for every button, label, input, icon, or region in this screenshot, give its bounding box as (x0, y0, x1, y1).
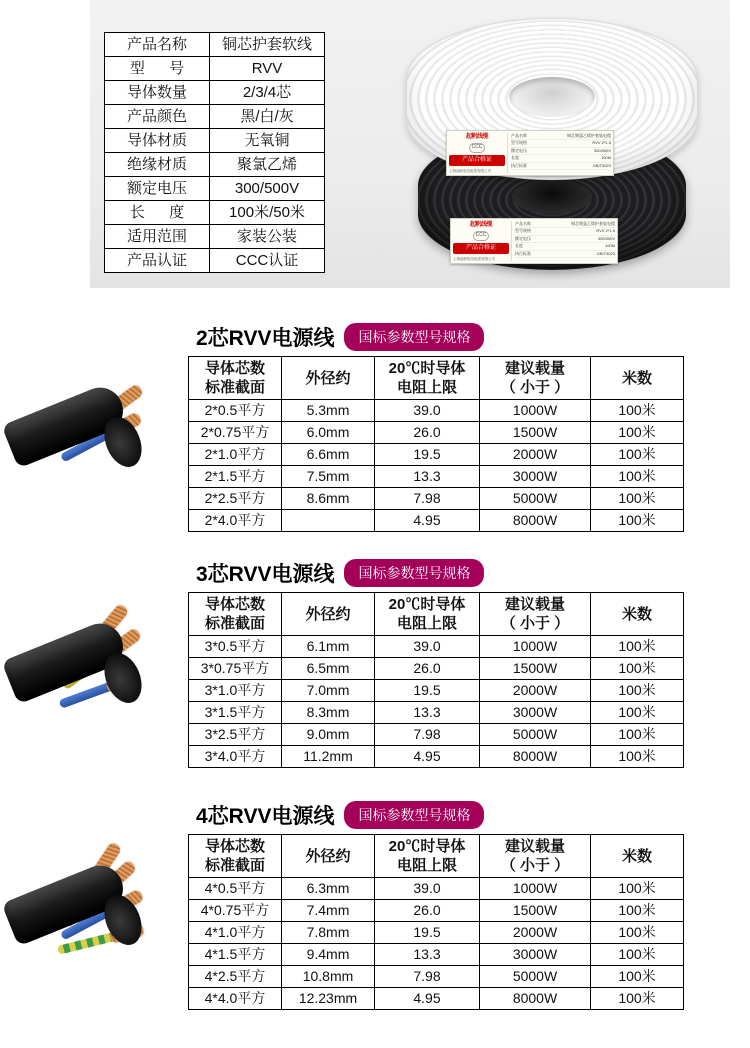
coil-label-row (511, 163, 611, 170)
section-badge: 国标参数型号规格 (344, 801, 484, 829)
table-cell: 3*2.5平方 (189, 724, 282, 746)
table-row (189, 988, 684, 1010)
table-cell: 39.0 (375, 400, 480, 422)
table-cell: 100米 (591, 724, 684, 746)
table-row (189, 900, 684, 922)
table-row (189, 702, 684, 724)
table-cell: 3*1.0平方 (189, 680, 282, 702)
table-cell: 8000W (480, 988, 591, 1010)
column-header: 米数 (591, 835, 684, 878)
coil-label-key: 产品名称 (515, 221, 531, 226)
coil-label-key: 长度 (511, 155, 519, 161)
table-row (189, 746, 684, 768)
coil-label-row (515, 236, 615, 243)
coil-label-row (511, 140, 611, 147)
spec-table-3-core (188, 592, 684, 768)
table-cell: 19.5 (375, 922, 480, 944)
coil-label-brand-block (449, 133, 505, 166)
table-cell: 12.23mm (282, 988, 375, 1010)
column-header: 外径约 (282, 593, 375, 636)
white-coil-center-hole (509, 77, 595, 117)
table-cell: 100米 (591, 510, 684, 532)
column-header: 建议载量 （ 小于 ） (480, 357, 591, 400)
table-cell: 100米 (591, 878, 684, 900)
table-cell: 4*0.75平方 (189, 900, 282, 922)
spec-row (105, 81, 325, 105)
table-cell: 3*4.0平方 (189, 746, 282, 768)
spec-row (105, 201, 325, 225)
table-cell: 100米 (591, 422, 684, 444)
table-cell: 19.5 (375, 680, 480, 702)
table-cell: 7.4mm (282, 900, 375, 922)
table-cell: 1500W (480, 658, 591, 680)
table-cell: 5000W (480, 724, 591, 746)
table-cell: 3000W (480, 466, 591, 488)
table-cell (282, 510, 375, 532)
coil-label-key: 长度 (515, 243, 523, 249)
spec-label: 额定电压 (105, 177, 210, 201)
hero-background-left-white (0, 0, 90, 288)
table-cell: 26.0 (375, 900, 480, 922)
table-cell: 9.0mm (282, 724, 375, 746)
coil-label-row (515, 228, 615, 235)
table-row (189, 944, 684, 966)
table-cell: 6.3mm (282, 878, 375, 900)
table-cell: 7.98 (375, 488, 480, 510)
table-cell: 2*4.0平方 (189, 510, 282, 532)
coil-label-row (515, 251, 615, 258)
brand-name: 起帆线缆 (465, 134, 488, 140)
spec-value: 2/3/4芯 (210, 81, 325, 105)
section-title: 3芯RVV电源线 (196, 563, 335, 586)
table-row (189, 422, 684, 444)
table-cell: 8.3mm (282, 702, 375, 724)
coil-label-key: 执行标准 (511, 162, 527, 168)
table-cell: 2*1.5平方 (189, 466, 282, 488)
table-row (189, 966, 684, 988)
spec-label: 型 号 (105, 57, 210, 81)
table-cell: 5000W (480, 966, 591, 988)
spec-row (105, 225, 325, 249)
table-cell: 1000W (480, 878, 591, 900)
table-cell: 4*1.0平方 (189, 922, 282, 944)
hero-background-right-white (730, 0, 750, 288)
table-cell: 4.95 (375, 746, 480, 768)
table-cell: 11.2mm (282, 746, 375, 768)
column-header: 建议载量 （ 小于 ） (480, 593, 591, 636)
column-header: 20℃时导体 电阻上限 (375, 835, 480, 878)
table-cell: 100米 (591, 636, 684, 658)
table-cell: 7.5mm (282, 466, 375, 488)
company-name-upper: 上海起帆电线电缆有限公司 (449, 168, 491, 173)
black-coil-center-hole (512, 180, 592, 214)
table-cell: 3000W (480, 944, 591, 966)
coil-label-value: 铜芯聚氯乙烯护套软电缆 (567, 133, 611, 138)
table-cell: 100米 (591, 746, 684, 768)
spec-value: 黑/白/灰 (210, 105, 325, 129)
coil-label-key: 额定电压 (515, 235, 531, 241)
table-cell: 6.5mm (282, 658, 375, 680)
cable-illustration-2-core (10, 376, 190, 506)
product-hero-section (0, 0, 750, 300)
table-cell: 7.98 (375, 966, 480, 988)
table-cell: 26.0 (375, 658, 480, 680)
table-cell: 4*2.5平方 (189, 966, 282, 988)
spec-label: 绝缘材质 (105, 153, 210, 177)
table-cell: 1500W (480, 422, 591, 444)
coil-label-row (511, 155, 611, 162)
coil-label-key: 型号规格 (515, 228, 531, 234)
table-cell: 13.3 (375, 702, 480, 724)
coil-label-value: RVV 2*1.5 (592, 140, 611, 146)
coil-label-upper (446, 130, 614, 176)
spec-value: 100米/50米 (210, 201, 325, 225)
table-cell: 39.0 (375, 878, 480, 900)
column-header: 建议载量 （ 小于 ） (480, 835, 591, 878)
coil-label-row (511, 148, 611, 155)
section-badge: 国标参数型号规格 (344, 323, 484, 351)
coil-label-value: GB/T5023 (596, 250, 615, 256)
table-cell: 2000W (480, 922, 591, 944)
pass-certificate: 产品合格证 (449, 155, 505, 166)
table-cell: 100米 (591, 466, 684, 488)
table-cell: 2000W (480, 444, 591, 466)
spec-label: 产品颜色 (105, 105, 210, 129)
table-cell: 2*0.5平方 (189, 400, 282, 422)
table-row (189, 400, 684, 422)
column-header: 米数 (591, 593, 684, 636)
spec-row (105, 177, 325, 201)
spec-label: 导体数量 (105, 81, 210, 105)
table-cell: 100米 (591, 702, 684, 724)
column-header: 外径约 (282, 835, 375, 878)
spec-row (105, 33, 325, 57)
table-row (189, 658, 684, 680)
coil-label-value: GB/T5023 (592, 162, 611, 168)
column-header: 20℃时导体 电阻上限 (375, 357, 480, 400)
spec-label: 产品认证 (105, 249, 210, 273)
spec-value: 无氧铜 (210, 129, 325, 153)
section-header-3-core (196, 558, 484, 588)
spec-table-4-core (188, 834, 684, 1010)
table-cell: 100米 (591, 680, 684, 702)
coil-label-rows-upper (507, 133, 611, 173)
table-cell: 5.3mm (282, 400, 375, 422)
column-header: 导体芯数 标准截面 (189, 835, 282, 878)
table-cell: 7.98 (375, 724, 480, 746)
column-header: 导体芯数 标准截面 (189, 357, 282, 400)
table-cell: 6.1mm (282, 636, 375, 658)
ccc-mark: CCC (469, 143, 486, 153)
coil-label-row (515, 243, 615, 250)
table-cell: 2000W (480, 680, 591, 702)
table-row (189, 680, 684, 702)
table-cell: 8000W (480, 746, 591, 768)
table-row (189, 636, 684, 658)
table-cell: 4*0.5平方 (189, 878, 282, 900)
coil-label-key: 执行标准 (515, 250, 531, 256)
ccc-mark-lower: CCC (473, 231, 490, 241)
table-row (189, 488, 684, 510)
spec-value: 铜芯护套软线 (210, 33, 325, 57)
section-header-4-core (196, 800, 484, 830)
column-header: 米数 (591, 357, 684, 400)
table-cell: 7.0mm (282, 680, 375, 702)
section-header-2-core (196, 322, 484, 352)
table-row (189, 510, 684, 532)
coil-label-value: 300/500V (597, 235, 615, 241)
table-cell: 100米 (591, 988, 684, 1010)
table-cell: 100米 (591, 488, 684, 510)
spec-row (105, 153, 325, 177)
spec-value: CCC认证 (210, 249, 325, 273)
table-cell: 19.5 (375, 444, 480, 466)
table-row (189, 922, 684, 944)
spec-label: 适用范围 (105, 225, 210, 249)
table-cell: 2*2.5平方 (189, 488, 282, 510)
table-row (189, 466, 684, 488)
table-cell: 39.0 (375, 636, 480, 658)
table-cell: 100米 (591, 900, 684, 922)
table-cell: 100米 (591, 944, 684, 966)
spec-row (105, 105, 325, 129)
column-header: 导体芯数 标准截面 (189, 593, 282, 636)
table-cell: 2*0.75平方 (189, 422, 282, 444)
table-cell: 1500W (480, 900, 591, 922)
table-cell: 8.6mm (282, 488, 375, 510)
table-cell: 10.8mm (282, 966, 375, 988)
table-cell: 3*0.75平方 (189, 658, 282, 680)
spec-label: 长 度 (105, 201, 210, 225)
coil-label-rows-lower (511, 221, 615, 261)
table-cell: 9.4mm (282, 944, 375, 966)
spec-label: 产品名称 (105, 33, 210, 57)
table-cell: 1000W (480, 636, 591, 658)
table-cell: 100米 (591, 658, 684, 680)
column-header: 20℃时导体 电阻上限 (375, 593, 480, 636)
table-cell: 2*1.0平方 (189, 444, 282, 466)
table-cell: 26.0 (375, 422, 480, 444)
table-cell: 5000W (480, 488, 591, 510)
coil-label-key: 产品名称 (511, 133, 527, 138)
table-row (189, 724, 684, 746)
table-cell: 4.95 (375, 510, 480, 532)
section-title: 4芯RVV电源线 (196, 805, 335, 828)
section-title: 2芯RVV电源线 (196, 327, 335, 350)
table-cell: 8000W (480, 510, 591, 532)
table-cell: 3*0.5平方 (189, 636, 282, 658)
spec-row (105, 249, 325, 273)
pass-certificate-lower: 产品合格证 (453, 243, 509, 254)
coil-label-value: 300/500V (593, 147, 611, 153)
table-cell: 3000W (480, 702, 591, 724)
product-spec-table (104, 32, 325, 273)
brand-name-lower: 起帆线缆 (469, 222, 492, 228)
section-badge: 国标参数型号规格 (344, 559, 484, 587)
table-cell: 6.0mm (282, 422, 375, 444)
table-cell: 100米 (591, 922, 684, 944)
spec-table-2-core (188, 356, 684, 532)
coil-label-key: 额定电压 (511, 147, 527, 153)
coil-label-brand-block-lower (453, 221, 509, 254)
table-cell: 4.95 (375, 988, 480, 1010)
table-cell: 100米 (591, 966, 684, 988)
table-cell: 13.3 (375, 944, 480, 966)
table-cell: 3*1.5平方 (189, 702, 282, 724)
spec-row (105, 57, 325, 81)
coil-label-lower (450, 218, 618, 264)
table-cell: 100米 (591, 400, 684, 422)
table-cell: 1000W (480, 400, 591, 422)
spec-row (105, 129, 325, 153)
table-cell: 13.3 (375, 466, 480, 488)
table-cell: 7.8mm (282, 922, 375, 944)
company-name-lower: 上海起帆电线电缆有限公司 (453, 256, 495, 261)
column-header: 外径约 (282, 357, 375, 400)
coil-label-key: 型号规格 (511, 140, 527, 146)
coil-label-value: 铜芯聚氯乙烯护套软电缆 (571, 221, 615, 226)
table-row (189, 878, 684, 900)
table-cell: 6.6mm (282, 444, 375, 466)
spec-value: 家装公装 (210, 225, 325, 249)
spec-value: RVV (210, 57, 325, 81)
cable-illustration-4-core (10, 854, 190, 984)
table-cell: 4*4.0平方 (189, 988, 282, 1010)
table-cell: 4*1.5平方 (189, 944, 282, 966)
coil-label-value: 100M (604, 243, 615, 249)
spec-value: 300/500V (210, 177, 325, 201)
table-cell: 100米 (591, 444, 684, 466)
table-row (189, 444, 684, 466)
spec-label: 导体材质 (105, 129, 210, 153)
coil-label-value: RVV 2*1.5 (596, 228, 615, 234)
spec-value: 聚氯乙烯 (210, 153, 325, 177)
cable-illustration-3-core (10, 612, 190, 742)
coil-label-value: 100M (600, 155, 611, 161)
cable-coil-photo (388, 18, 718, 280)
